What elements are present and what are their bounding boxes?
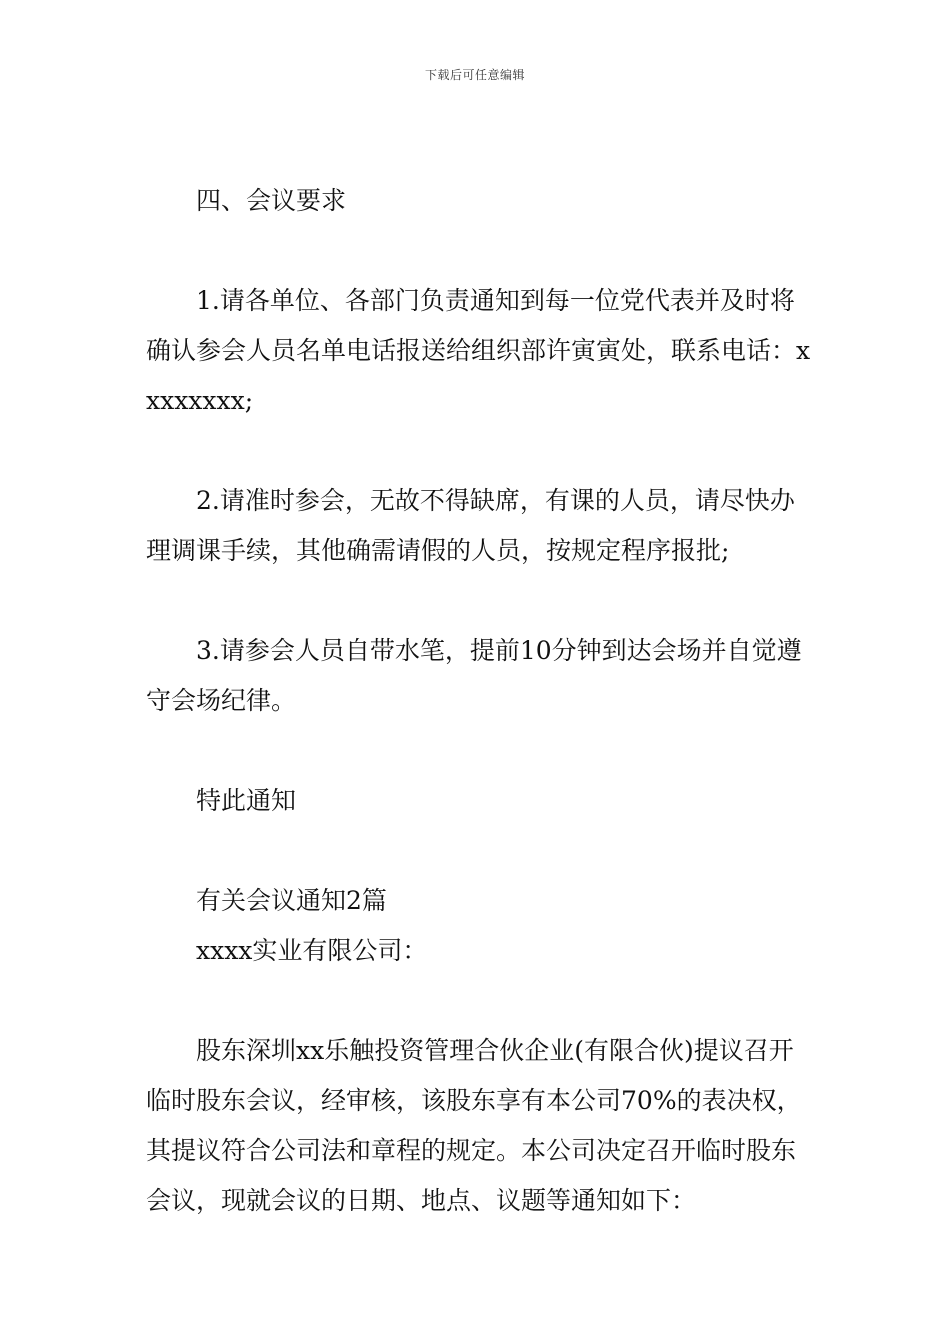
section-title: 四、会议要求	[196, 186, 347, 215]
addressee: xxxx实业有限公司：	[196, 936, 428, 965]
requirement-item-1: 1.请各单位、各部门负责通知到每一位党代表并及时将确认参会人员名单电话报送给组织部许寅寅处，联系电话：xxxxxxxx;	[146, 286, 811, 415]
document-body	[146, 176, 816, 1226]
notice-body-paragraph: 股东深圳xx乐触投资管理合伙企业(有限合伙)提议召开临时股东会议，经审核，该股东享有本公司70%的表决权，其提议符合公司法和章程的规定。本公司决定召开临时股东会议，现就会议的日期、地点、议题等通知如下：	[146, 1036, 802, 1215]
closing-text: 特此通知	[196, 786, 297, 815]
requirement-item-2: 2.请准时参会，无故不得缺席，有课的人员，请尽快办理调课手续，其他确需请假的人员，按规定程序报批;	[146, 486, 795, 565]
second-notice-title: 有关会议通知2篇	[196, 886, 387, 915]
requirement-item-3: 3.请参会人员自带水笔，提前10分钟到达会场并自觉遵守会场纪律。	[146, 636, 802, 715]
page-header-note: 下载后可任意编辑	[424, 68, 525, 82]
